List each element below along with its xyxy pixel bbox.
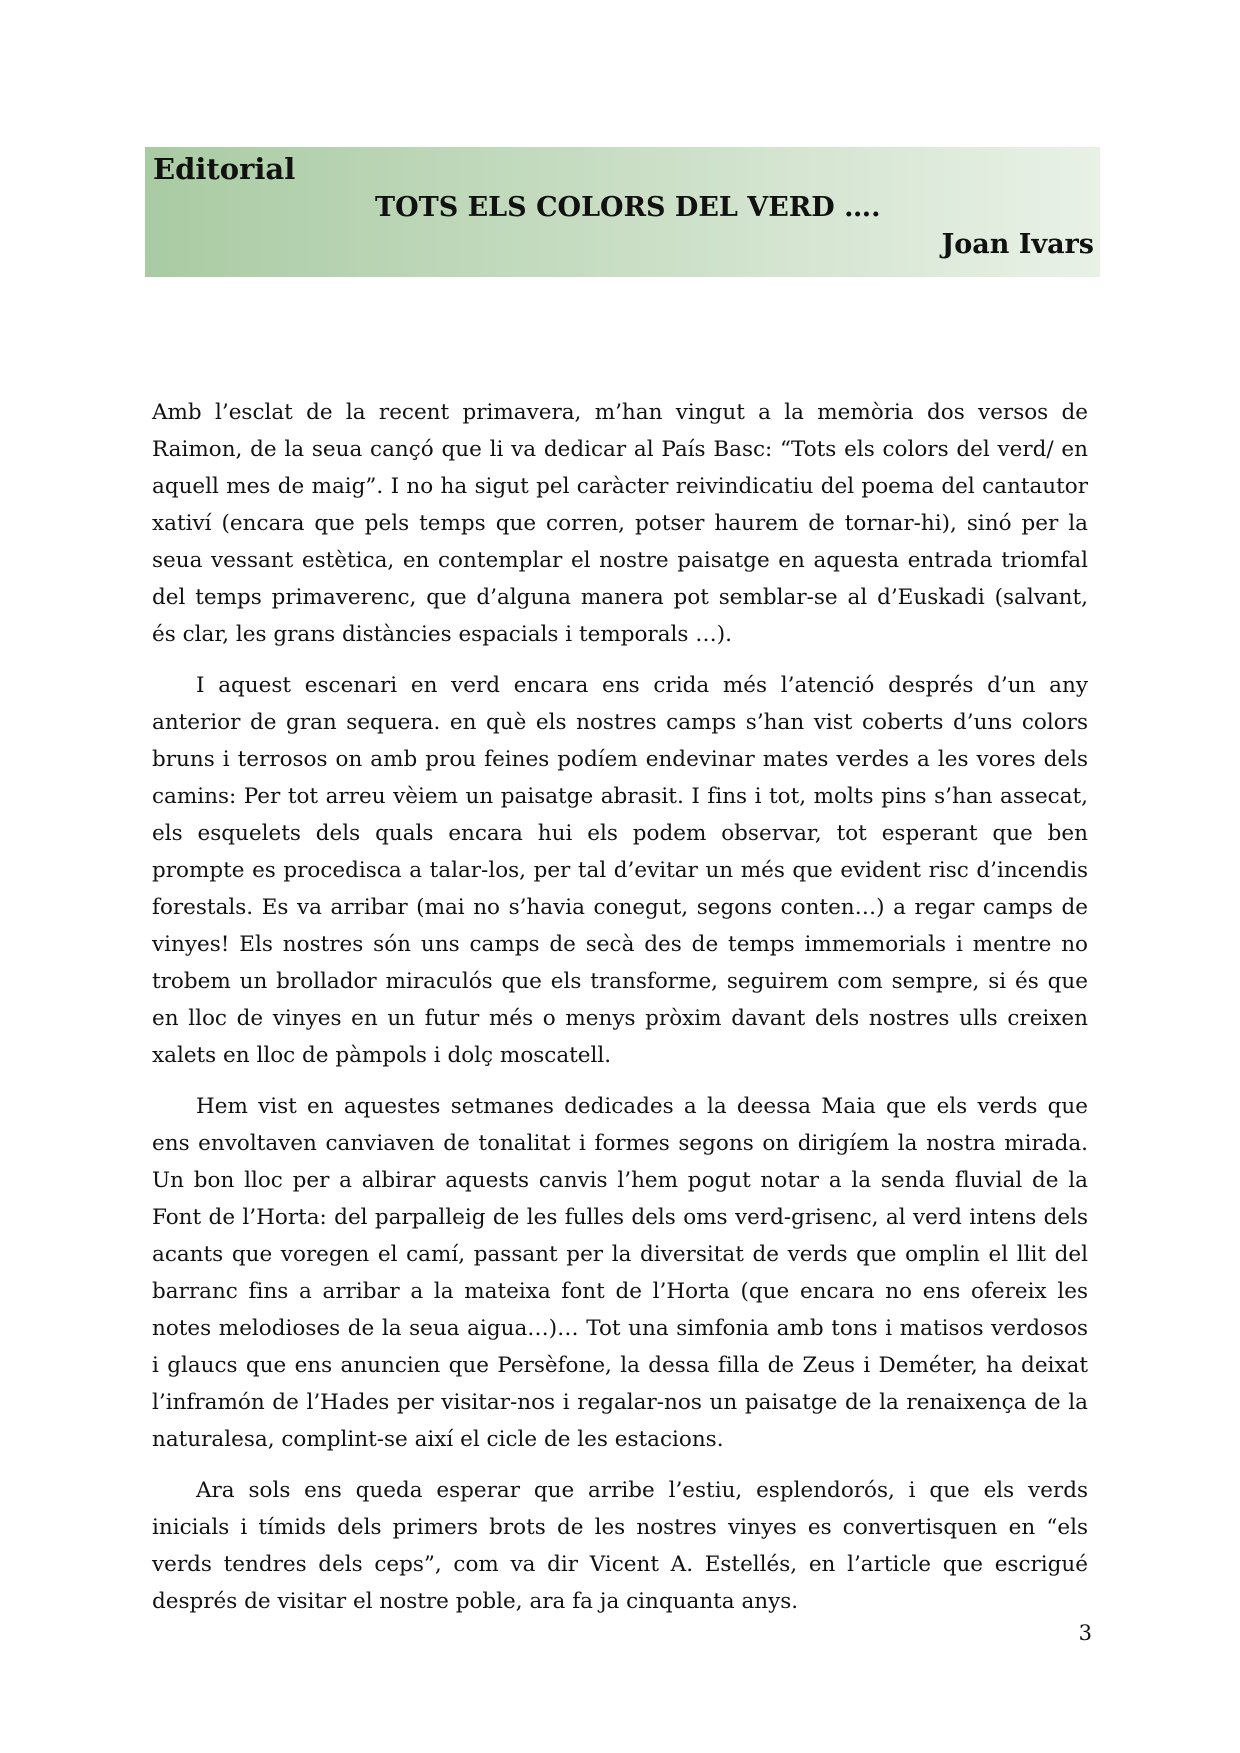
paragraph-1: Amb l’esclat de la recent primavera, m’han vingut a la memòria dos versos de Raimon, de la seua cançó que li va dedicar al País Basc: “Tots els colors del verd/ en aquell mes de maig”. I no ha sigut pel caràcter reivindicatiu del poema del cantautor xativí (encara que pels temps que corren, potser haurem de tornar-hi), sinó per la seua vessant estètica, en contemplar el nostre paisatge en aquesta entrada triomfal del temps primaverenc, que d’alguna manera pot semblar-se al d’Euskadi (salvant, és clar, les grans distàncies espacials i temporals …). [152,400,1088,647]
article-title: TOTS ELS COLORS DEL VERD …. [375,192,881,223]
paragraph-2: I aquest escenari en verd encara ens crida més l’atenció després d’un any anterior de gran sequera. en què els nostres camps s’han vist coberts d’uns colors bruns i terrosos on amb prou feines podíem endevinar mates verdes a les vores dels camins: Per tot arreu vèiem un paisatge abrasit. I fins i tot, molts pins s’han assecat, els esquelets dels quals encara hui els podem observar, tot esperant que ben prompte es procedisca a talar-los, per tal d’evitar un més que evident risc d’incendis forestals. Es va arribar (mai no s’havia conegut, segons conten…) a regar camps de vinyes! Els nostres són uns camps de secà des de temps immemorials i mentre no trobem un brollador miraculós que els transforme, seguirem com sempre, si és que en lloc de vinyes en un futur més o menys pròxim davant dels nostres ulls creixen xalets en lloc de pàmpols i dolç moscatell. [152,673,1088,1068]
paragraph-4: Ara sols ens queda esperar que arribe l’estiu, esplendorós, i que els verds inicials i tímids dels primers brots de les nostres vinyes es convertisquen en “els verds tendres dels ceps”, com va dir Vicent A. Estellés, en l’article que escrigué després de visitar el nostre poble, ara fa ja cinquanta anys. [152,1478,1088,1614]
article-header [145,147,1100,277]
page-number: 3 [1078,1621,1092,1645]
article-body [152,394,1088,1634]
article-author: Joan Ivars [941,229,1094,260]
paragraph-3: Hem vist en aquestes setmanes dedicades a la deessa Maia que els verds que ens envoltaven canviaven de tonalitat i formes segons on dirigíem la nostra mirada. Un bon lloc per a albirar aquests canvis l’hem pogut notar a la senda fluvial de la Font de l’Horta: del parpalleig de les fulles dels oms verd-grisenc, al verd intens dels acants que voregen el camí, passant per la diversitat de verds que omplin el llit del barranc fins a arribar a la mateixa font de l’Horta (que encara no ens ofereix les notes melodioses de la seua aigua…)… Tot una simfonia amb tons i matisos verdosos i glaucs que ens anuncien que Persèfone, la dessa filla de Zeus i Deméter, ha deixat l’inframón de l’Hades per visitar-nos i regalar-nos un paisatge de la renaixença de la naturalesa, complint-se així el cicle de les estacions. [152,1094,1088,1452]
section-label: Editorial [153,152,296,186]
